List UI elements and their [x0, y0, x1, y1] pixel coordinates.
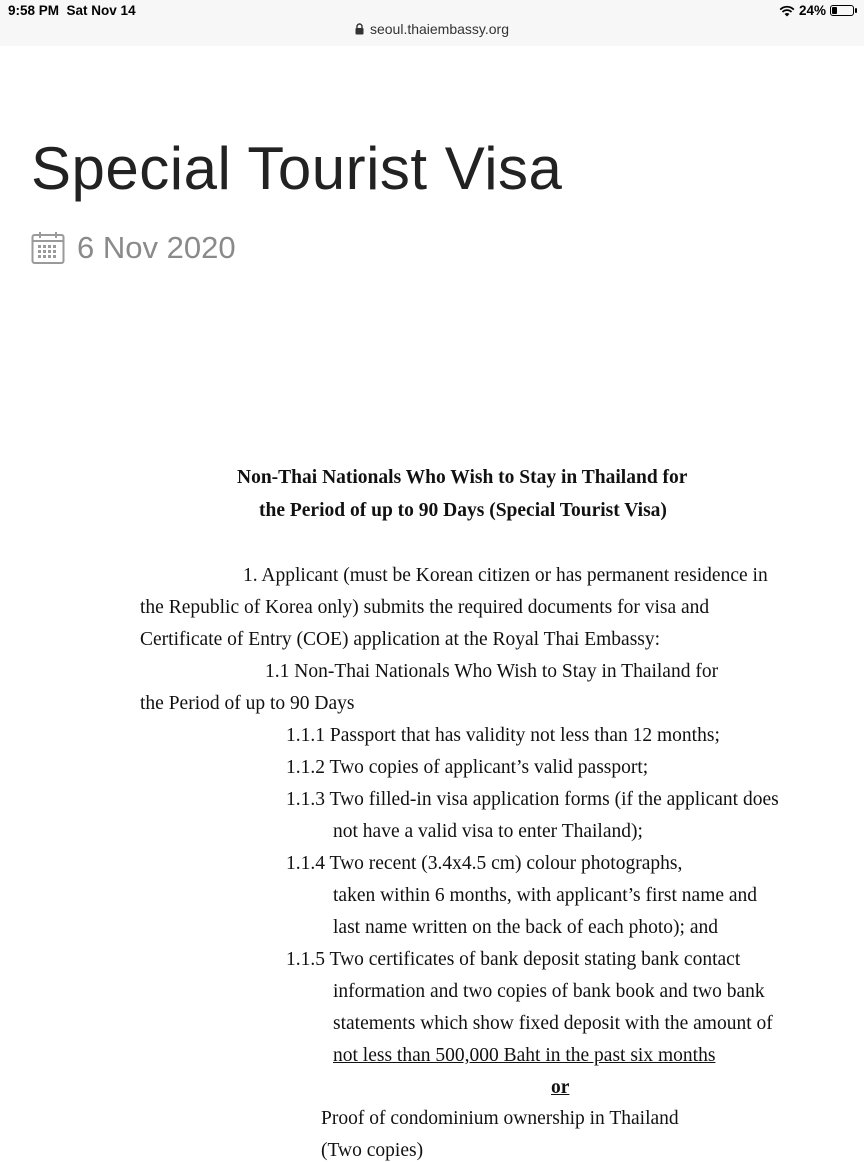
page-title: Special Tourist Visa: [31, 135, 563, 202]
doc-item-111: 1.1.1 Passport that has validity not less than 12 months;: [286, 725, 720, 746]
doc-item-113-line1: 1.1.3 Two filled-in visa application forms (if the applicant does: [286, 789, 779, 810]
doc-proof-line2: (Two copies): [321, 1140, 424, 1161]
status-date: Sat Nov 14: [66, 3, 136, 18]
doc-proof-line1: Proof of condominium ownership in Thailand: [321, 1108, 679, 1129]
doc-s11-line2: the Period of up to 90 Days: [140, 693, 355, 714]
doc-or: or: [551, 1077, 570, 1098]
date-text: 6 Nov 2020: [77, 230, 236, 265]
doc-item-115-line2: information and two copies of bank book and two bank: [333, 981, 765, 1002]
status-time: 9:58 PM Sat Nov 14: [8, 3, 136, 18]
doc-p1-line3: Certificate of Entry (COE) application at the Royal Thai Embassy:: [140, 629, 661, 650]
doc-heading-line1: Non-Thai Nationals Who Wish to Stay in Thailand for: [237, 467, 688, 488]
doc-item-115-line3: statements which show fixed deposit with the amount of: [333, 1013, 773, 1034]
doc-item-114-line1: 1.1.4 Two recent (3.4x4.5 cm) colour photographs,: [286, 853, 683, 874]
doc-p1-line1: 1. Applicant (must be Korean citizen or has permanent residence in: [243, 565, 768, 586]
battery-percent: 24%: [798, 3, 826, 18]
doc-item-112: 1.1.2 Two copies of applicant’s valid passport;: [286, 757, 649, 778]
doc-item-114-line2: taken within 6 months, with applicant’s first name and: [333, 885, 758, 906]
doc-item-115-line4: not less than 500,000 Baht in the past six months: [333, 1045, 716, 1066]
doc-item-113-line2: not have a valid visa to enter Thailand);: [333, 821, 643, 842]
doc-p1-line2: the Republic of Korea only) submits the required documents for visa and: [140, 597, 710, 618]
doc-heading-line2: the Period of up to 90 Days (Special Tourist Visa): [259, 500, 667, 521]
doc-item-115-line1: 1.1.5 Two certificates of bank deposit stating bank contact: [286, 949, 741, 970]
doc-item-114-line3: last name written on the back of each photo); and: [333, 917, 718, 938]
url-text[interactable]: seoul.thaiembassy.org: [369, 21, 510, 37]
doc-s11-line1: 1.1 Non-Thai Nationals Who Wish to Stay in Thailand for: [265, 661, 719, 682]
